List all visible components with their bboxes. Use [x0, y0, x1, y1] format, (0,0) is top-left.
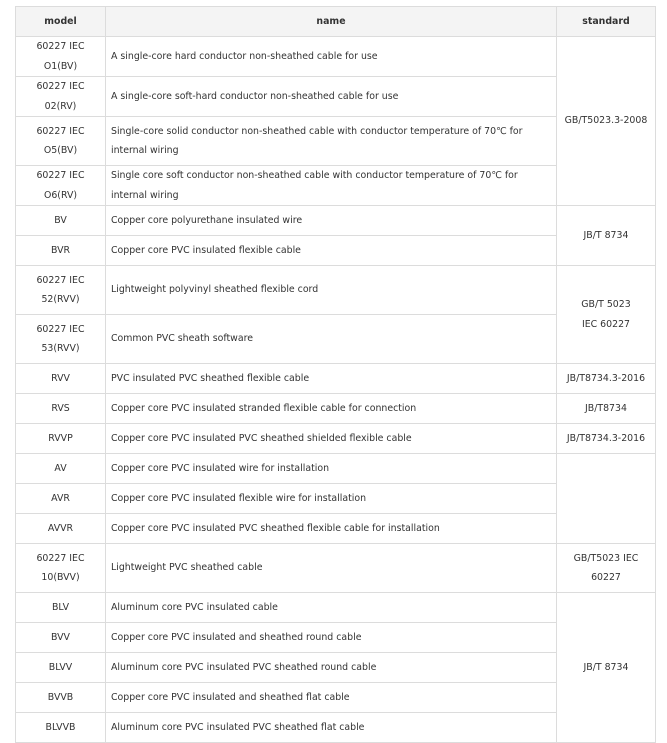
column-header-model: model [16, 7, 106, 37]
standard-cell [557, 544, 656, 593]
standard-cell: JB/T 8734 [557, 593, 656, 743]
model-cell: 60227 IEC 02(RV) [16, 77, 106, 117]
model-cell: 60227 IEC O5(BV) [16, 117, 106, 166]
model-cell: AVVR [16, 514, 106, 544]
standard-cell [557, 454, 656, 544]
name-cell: Aluminum core PVC insulated PVC sheathed round cable [106, 653, 557, 683]
model-cell: BVV [16, 623, 106, 653]
table-row [16, 266, 656, 315]
name-cell: Copper core PVC insulated stranded flexible cable for connection [106, 394, 557, 424]
table-row [16, 544, 656, 593]
name-cell: Copper core PVC insulated PVC sheathed flexible cable for installation [106, 514, 557, 544]
name-cell: Single core soft conductor non-sheathed cable with conductor temperature of 70℃ for internal wiring [106, 166, 557, 206]
model-cell: RVVP [16, 424, 106, 454]
name-cell: Single-core solid conductor non-sheathed cable with conductor temperature of 70℃ for internal wiring [106, 117, 557, 166]
standard-cell: JB/T 8734 [557, 206, 656, 266]
name-cell: A single-core hard conductor non-sheathed cable for use [106, 37, 557, 77]
model-cell: RVV [16, 364, 106, 394]
header-row [16, 7, 656, 37]
model-cell: 60227 IEC 10(BVV) [16, 544, 106, 593]
model-cell: RVS [16, 394, 106, 424]
model-cell: BVVB [16, 683, 106, 713]
model-cell: BLVVB [16, 713, 106, 743]
model-cell: 60227 IEC 53(RVV) [16, 315, 106, 364]
table-row [16, 394, 656, 424]
model-cell: 60227 IEC O6(RV) [16, 166, 106, 206]
name-cell: Copper core PVC insulated PVC sheathed shielded flexible cable [106, 424, 557, 454]
name-cell: Copper core PVC insulated flexible cable [106, 236, 557, 266]
model-cell: BVR [16, 236, 106, 266]
name-cell: Copper core PVC insulated flexible wire for installation [106, 484, 557, 514]
name-cell: Aluminum core PVC insulated cable [106, 593, 557, 623]
table-row [16, 37, 656, 77]
name-cell: Copper core PVC insulated and sheathed round cable [106, 623, 557, 653]
model-cell: 60227 IEC O1(BV) [16, 37, 106, 77]
table-row [16, 424, 656, 454]
column-header-name: name [106, 7, 557, 37]
standard-cell: GB/T5023.3-2008 [557, 37, 656, 206]
standard-line: GB/T 5023 [581, 299, 631, 310]
standard-line: GB/T5023 IEC [573, 552, 639, 564]
standard-cell [557, 266, 656, 364]
name-cell: A single-core soft-hard conductor non-sheathed cable for use [106, 77, 557, 117]
model-cell: BLV [16, 593, 106, 623]
table-row [16, 364, 656, 394]
name-cell: Copper core PVC insulated wire for installation [106, 454, 557, 484]
name-cell: Aluminum core PVC insulated PVC sheathed flat cable [106, 713, 557, 743]
model-cell: BLVV [16, 653, 106, 683]
standard-cell: JB/T8734.3-2016 [557, 424, 656, 454]
model-cell: 60227 IEC 52(RVV) [16, 266, 106, 315]
table-row [16, 593, 656, 623]
model-cell: AV [16, 454, 106, 484]
standard-line: 60227 [591, 572, 621, 583]
model-cell: AVR [16, 484, 106, 514]
standard-cell: JB/T8734 [557, 394, 656, 424]
name-cell: Lightweight polyvinyl sheathed flexible cord [106, 266, 557, 315]
table-row [16, 454, 656, 484]
cable-standards-table [15, 6, 656, 743]
name-cell: Common PVC sheath software [106, 315, 557, 364]
name-cell: Lightweight PVC sheathed cable [106, 544, 557, 593]
name-cell: Copper core PVC insulated and sheathed flat cable [106, 683, 557, 713]
column-header-standard: standard [557, 7, 656, 37]
standard-cell: JB/T8734.3-2016 [557, 364, 656, 394]
standard-line: IEC 60227 [581, 318, 631, 330]
name-cell: PVC insulated PVC sheathed flexible cable [106, 364, 557, 394]
table-row [16, 206, 656, 236]
name-cell: Copper core polyurethane insulated wire [106, 206, 557, 236]
model-cell: BV [16, 206, 106, 236]
